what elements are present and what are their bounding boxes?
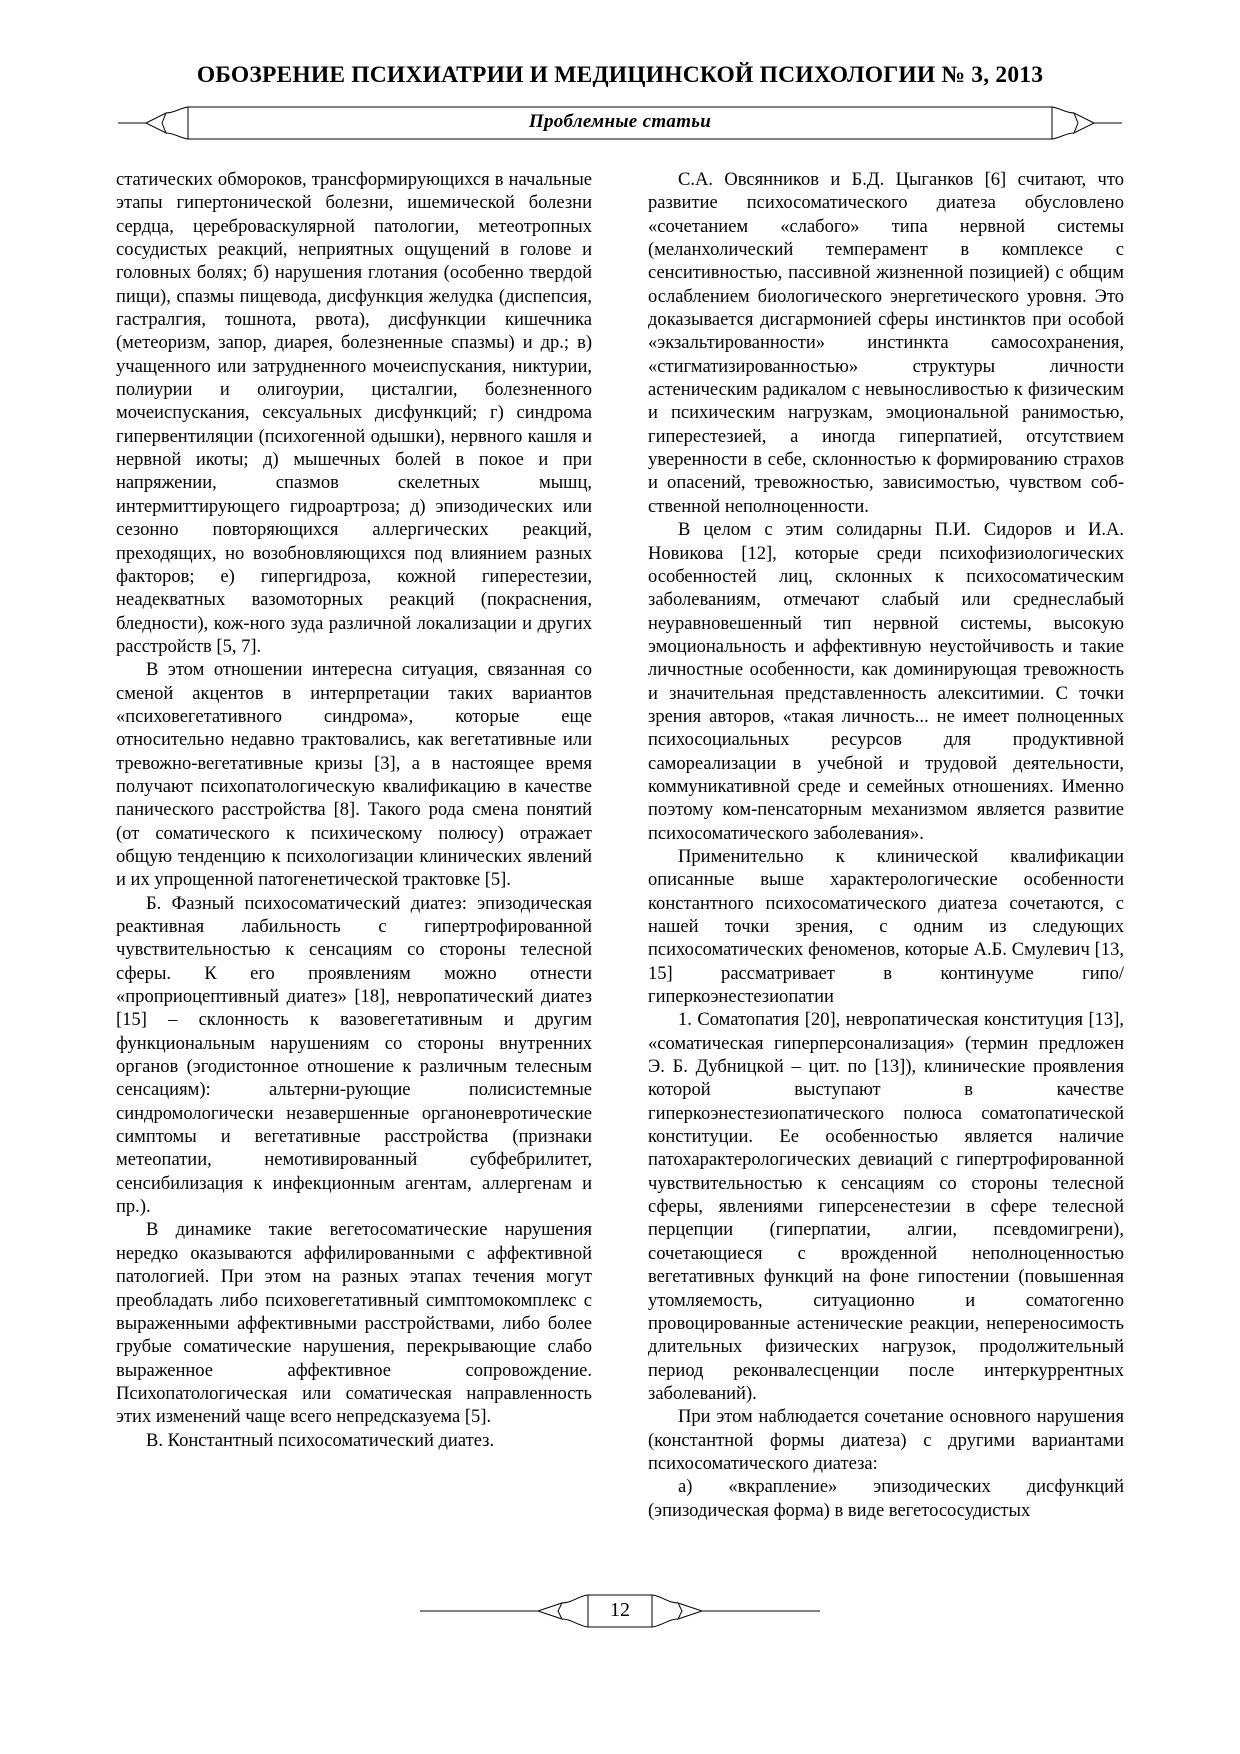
left-column xyxy=(116,168,592,1522)
page-header xyxy=(0,62,1240,89)
paragraph: 1. Соматопатия [20], невропатическая конституция [13], «соматическая гиперперсонализация» (термин предложен Э. Б. Дубницкой – цит. по [13]), клинические проявления которой выступают в качестве гиперкоэнестезиопатического полюса соматопатической конституции. Ее особенностью является наличие патохарактерологических девиаций с гипертрофированной чувствительностью к сенсациям со стороны телесной сферы, явлениями гиперсенестезии в сфере телесной перцепции (гиперпатии, алгии, псевдомигрени), сочетающиеся с врожденной неполноценностью вегетативных функций на фоне гипостении (повышенная утомляемость, ситуационно и соматогенно провоцированные астенические реакции, непереносимость длительных физических нагрузок, продолжительный период реконвалесценции после интеркуррентных заболеваний). xyxy=(648,1009,1124,1404)
section-banner xyxy=(118,104,1122,142)
section-banner-label: Проблемные статьи xyxy=(528,111,712,132)
paragraph: В. Константный психосоматический диатез. xyxy=(146,1429,495,1451)
paragraph: При этом наблюдается сочетание основного нарушения (константной формы диатеза) с другими вариантами психосоматического диатеза: xyxy=(648,1406,1124,1474)
paragraph: С.А. Овсянников и Б.Д. Цыганков [6] считают, что развитие психосоматического диатеза обусловлено «сочетанием «слабого» типа нервной системы (меланхолический темперамент в комплексе с сенситивностью, пассивной жизненной позицией) с общим ослаблением биологического энергетического уровня. Это доказывается дисгармонией сферы инстинктов при особой «экзальтированности» инстинкта самосохранения, «стигматизированностью» структуры личности астеническим радикалом с невыносливостью к физическим и психическим нагрузкам, эмоциональной ранимостью, гиперестезией, а иногда гиперпатией, отсутствием уверенности в себе, склонностью к формированию страхов и опасений, тревожностью, зависимостью, чувством соб-ственной неполноценности. xyxy=(648,169,1124,517)
article-body xyxy=(116,168,1124,1522)
paragraph: В целом с этим солидарны П.И. Сидоров и И.А. Новикова [12], которые среди психофизиологических особенностей лиц, склонных к психосоматическим заболеваниям, отмечают слабый или среднеслабый неуравновешенный тип нервной системы, высокую эмоциональность и аффективную неустойчивость и такие личностные особенности, как доминирующая тревожность и значительная представленность алекситимии. С точки зрения авторов, «такая личность... не имеет полноценных психосоциальных ресурсов для продуктивной самореализации в учебной и трудовой деятельности, коммуникативной среде и семейных отношениях. Именно поэтому ком-пенсаторным механизмом является развитие психосоматического заболевания». xyxy=(648,519,1124,844)
paragraph: В динамике такие вегетосоматические нарушения нередко оказываются аффилированными с аффективной патологией. При этом на разных этапах течения могут преобладать либо психовегетативный симптомокомплекс с выраженными аффективными расстройствами, либо более грубые соматические нарушения, перекрывающие слабо выраженное аффективное сопровождение. Психопатологическая или соматическая направленность этих изменений чаще всего непредсказуема [5]. xyxy=(116,1219,592,1428)
paragraph: В этом отношении интересна ситуация, связанная со сменой акцентов в интерпретации таких вариантов «психовегетативного синдрома», которые еще относительно недавно трактовались, как вегетативные или тревожно-вегетативные кризы [3], а в настоящее время получают психопатологическую квалификацию в качестве панического расстройства [8]. Такого рода смена понятий (от соматического к психическому полюсу) отражает общую тенденцию к психологизации клинических явлений и их упрощенной патогенетической трактовке [5]. xyxy=(116,659,592,891)
page-number: 12 xyxy=(610,1599,630,1621)
paragraph: а) «вкрапление» эпизодических дисфункций (эпизодическая форма) в виде вегетососудистых xyxy=(648,1476,1124,1521)
journal-title: ОБОЗРЕНИЕ ПСИХИАТРИИ И МЕДИЦИНСКОЙ ПСИХОЛОГИИ № 3, 2013 xyxy=(196,62,1044,88)
paragraph: Применительно к клинической квалификации описанные выше характерологические особенности константного психосоматического диатеза сочетаются, с нашей точки зрения, с одним из следующих психосоматических феноменов, которые А.Б. Смулевич [13, 15] рассматривает в континууме гипо/гиперкоэнестезиопатии xyxy=(648,845,1124,1008)
paragraph: Б. Фазный психосоматический диатез: эпизодическая реактивная лабильность с гипертрофированной чувствительностью к сенсациям со стороны телесной сферы. К его проявлениям можно отнести «проприоцептивный диатез» [18], невропатический диатез [15] – склонность к вазовегетативным и другим функциональным нарушениям со стороны внутренних органов (эгодистонное отношение к различным телесным сенсациям): альтерни-рующие полисистемные синдромологически незавершенные органоневротические симптомы и вегетативные расстройства (признаки метеопатии, немотивированный субфебрилитет, сенсибилизация к инфекционным агентам, аллергенам и пр.). xyxy=(116,892,592,1218)
paragraph: статических обмороков, трансформирующихся в начальные этапы гипертонической болезни, ишемической болезни сердца, цереброваскулярной патологии, метеотропных сосудистых реакций, неприятных ощущений в голове и головных болях; б) нарушения глотания (особенно твердой пищи), спазмы пищевода, дисфункция желудка (диспепсия, гастралгия, тошнота, рвота), дисфункции кишечника (метеоризм, запор, диарея, болезненные спазмы) и др.; в) учащенного или затрудненного мочеиспускания, никтурии, полиурии и олигоурии, цисталгии, болезненного мочеиспускания, сексуальных дисфункций; г) синдрома гипервентиляции (психогенной одышки), нервного кашля и нервной икоты; д) мышечных болей в покое и при напряжении, спазмов скелетных мышц, интермиттирующего гидроартроза; д) эпизодических или сезонно повторяющихся аллергических реакций, преходящих, но возобновляющихся под влиянием разных факторов; е) гипергидроза, кожной гиперестезии, неадекватных вазомоторных реакций (покраснения, бледности), кож-ного зуда различной локализации и других расстройств [5, 7]. xyxy=(116,169,592,657)
page-footer xyxy=(0,1588,1240,1634)
right-column xyxy=(648,168,1124,1522)
